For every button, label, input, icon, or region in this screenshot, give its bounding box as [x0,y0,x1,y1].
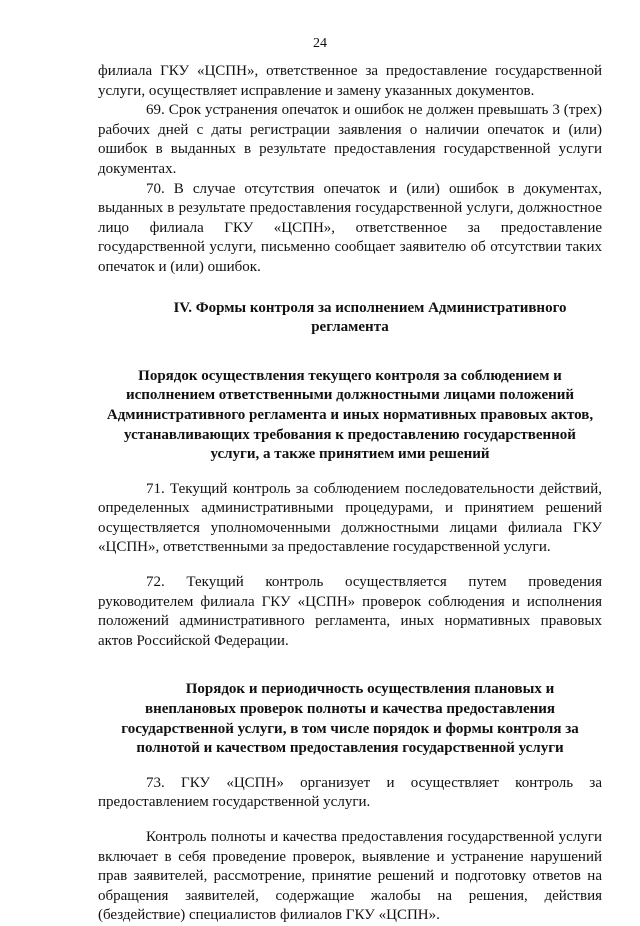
paragraph-73: 73. ГКУ «ЦСПН» организует и осуществляет контроль за предоставлением государственной услуги. [98,774,602,811]
paragraph-70: 70. В случае отсутствия опечаток и (или) ошибок в документах, выданных в результате предоставления государственной услуги, должностное лицо филиала ГКУ «ЦСПН», ответственное за предоставление государственной услуги, письменно сообщает заявителю об отсутствии таких опечаток и (или) ошибок. [98,180,602,275]
subheading-line: Порядок и периодичность осуществления плановых и [185,681,555,698]
page-number: 24 [313,36,327,51]
subheading-line: государственной услуги, в том числе порядок и формы контроля за [121,720,579,737]
paragraph-69: 69. Срок устранения опечаток и ошибок не должен превышать 3 (трех) рабочих дней с даты регистрации заявления о наличии опечаток и (или) ошибок в выданных в результате предоставления государственной услуги документах. [98,102,602,177]
subheading-line: Порядок осуществления текущего контроля за соблюдением и [138,367,562,384]
paragraph-control-scope: Контроль полноты и качества предоставления государственной услуги включает в себя проведение проверок, выявление и устранение нарушений прав заявителей, рассмотрение, принятие решений и подготовку ответов на обращения заявителей, содержащие жалобы на решения, действия (бездействие) специалистов филиалов ГКУ «ЦСПН». [98,829,602,924]
subheading-line: услуги, а также принятием ими решений [210,446,490,463]
subheading-periodic-checks [98,680,602,758]
paragraph-continuation: филиала ГКУ «ЦСПН», ответственное за предоставление государственной услуги, осуществляет исправление и замену указанных документов. [98,63,602,99]
subheading-line: внеплановых проверок полноты и качества предоставления [144,701,556,718]
document-body [98,62,602,926]
subheading-line: исполнением ответственными должностными лицами положений [125,387,575,404]
subheading-line: устанавливающих требования к предоставлению государственной [124,426,576,443]
subheading-line: Административного регламента и иных нормативных правовых актов, [106,406,594,423]
subheading-current-control [98,367,602,465]
paragraph-72: 72. Текущий контроль осуществляется путем проведения руководителем филиала ГКУ «ЦСПН» проверок соблюдения и исполнения положений административного регламента, иных нормативных правовых актов Российской Федерации. [98,574,602,649]
section-heading-line: регламента [311,319,389,336]
subheading-line: полнотой и качеством предоставления государственной услуги [136,740,564,757]
paragraph-71: 71. Текущий контроль за соблюдением последовательности действий, определенных административными процедурами, и принятием решений осуществляется уполномоченными должностными лицами филиала ГКУ «ЦСПН», ответственными за предоставление государственной услуги. [98,480,602,556]
section-heading-line: IV. Формы контроля за исполнением Административного [173,299,567,316]
section-heading-iv [98,299,602,338]
